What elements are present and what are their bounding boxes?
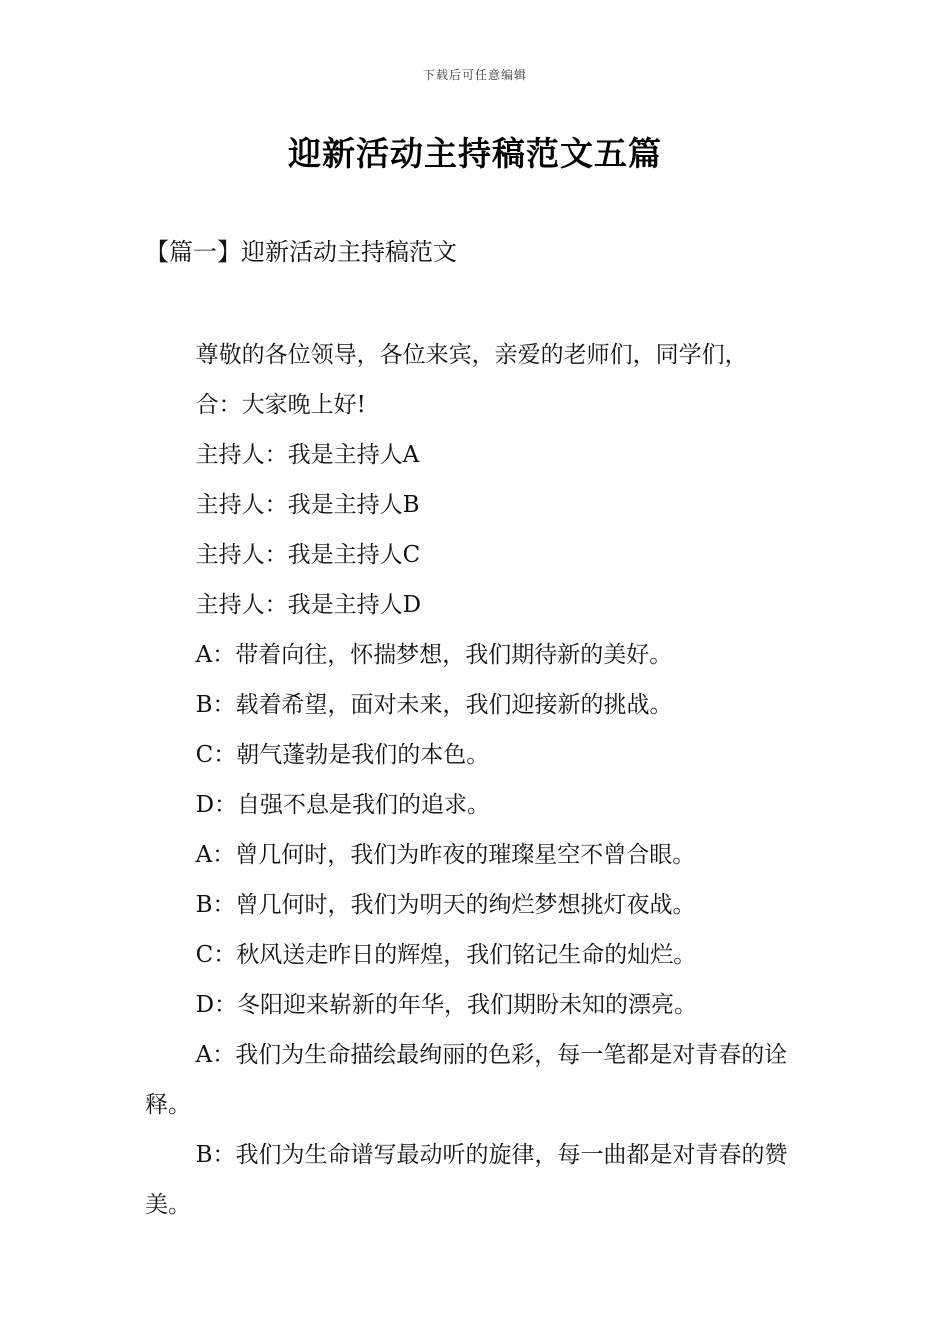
paragraph: 主持人：我是主持人D [195, 592, 422, 618]
paragraph: D：冬阳迎来崭新的年华，我们期盼未知的漂亮。 [195, 992, 698, 1018]
section-heading: 【篇一】迎新活动主持稿范文 [145, 238, 457, 266]
paragraph: 主持人：我是主持人A [195, 442, 420, 468]
paragraph: B：我们为生命谱写最动听的旋律，每一曲都是对青春的赞美。 [145, 1142, 788, 1218]
paragraph: B：载着希望，面对未来，我们迎接新的挑战。 [195, 692, 673, 718]
paragraph: 尊敬的各位领导，各位来宾，亲爱的老师们，同学们， [195, 342, 748, 368]
header-note: 下载后可任意编辑 [422, 68, 527, 82]
paragraph: B：曾几何时，我们为明天的绚烂梦想挑灯夜战。 [195, 892, 696, 918]
paragraph: A：曾几何时，我们为昨夜的璀璨星空不曾合眼。 [195, 842, 696, 868]
document-title: 迎新活动主持稿范文五篇 [288, 134, 662, 173]
document-body [145, 330, 810, 1230]
paragraph: 合：大家晚上好! [195, 392, 366, 418]
paragraph: C：朝气蓬勃是我们的本色。 [195, 742, 490, 768]
paragraph: C：秋风送走昨日的辉煌，我们铭记生命的灿烂。 [195, 942, 697, 968]
paragraph: A：我们为生命描绘最绚丽的色彩，每一笔都是对青春的诠释。 [145, 1042, 788, 1118]
paragraph: 主持人：我是主持人B [195, 492, 420, 518]
paragraph: A：带着向往，怀揣梦想，我们期待新的美好。 [195, 642, 673, 668]
paragraph: D：自强不息是我们的追求。 [195, 792, 491, 818]
paragraph: 主持人：我是主持人C [195, 542, 421, 568]
